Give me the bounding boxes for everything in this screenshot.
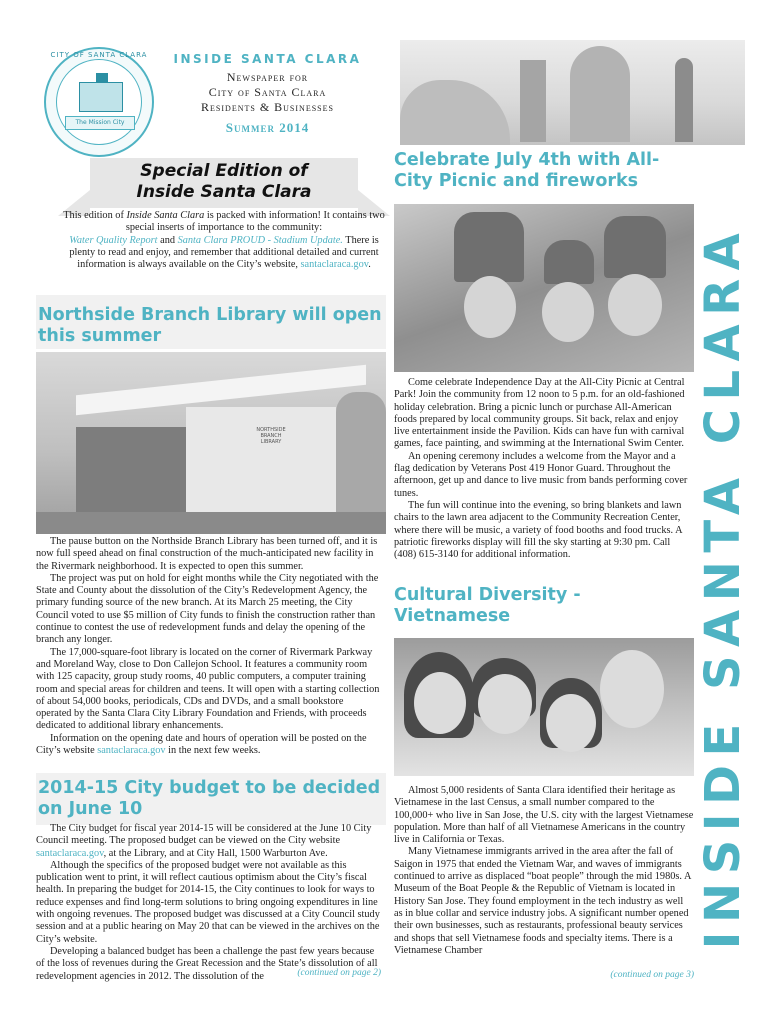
budget-p1-post: , at the Library, and at City Hall, 1500 Warburton Ave. — [103, 847, 328, 859]
cultural-article — [394, 785, 694, 957]
patriotic-hat — [544, 240, 594, 284]
northside-headline: Northside Branch Library will open this summer — [38, 305, 382, 346]
budget-article — [36, 823, 381, 983]
special-edition-title: Special Edition of — [140, 161, 308, 181]
header-illustration — [400, 40, 745, 145]
northside-p4-pre: Information on the opening date and hours of operation will be posted on the City’s website — [36, 732, 367, 757]
library-wall — [186, 407, 336, 512]
northside-p1: The pause button on the Northside Branch Library has been turned off, and it is now full speed ahead on final construction of the much-anticipated new facility in the Rivermark neighborhood. It is expected to open this summer. — [36, 536, 378, 572]
july4-p3: The fun will continue into the evening, so bring blankets and lawn chairs to the lawn area adjacent to the Community Recreation Center, where there will be music, a variety of food booths and food trucks. A patriotic fireworks display will fill the sky starting at 9:30 pm. Call (408) 615-3140 for additional information. — [394, 499, 682, 561]
northside-p3: The 17,000-square-foot library is located on the corner of Rivermark Parkway and Moreland Way, close to Don Callejon School. It features a community room with 125 capacity, group study rooms, 40 public computers, a computer training room and special areas for children and teens. It will open with a starting collection of about 54,000 books, periodicals, CDs and DVDs, and a small bookstore operated by the Santa Clara City Library Foundation and Friends, with proceeds dedicated to additional library enhancements. — [36, 646, 380, 732]
child-face — [542, 282, 594, 342]
library-sign: NORTHSIDE BRANCH LIBRARY — [256, 427, 286, 445]
cultural-p1: Almost 5,000 residents of Santa Clara identified their heritage as Vietnamese in the last Census, a small number compared to the 100,000+ who live in San Jose, the U.S. city with the largest Vietnamese population. More than half of all Vietnamese Americans in the country live in California or Texas. — [394, 785, 694, 846]
budget-headline: 2014-15 City budget to be decided on June 10 — [38, 778, 381, 819]
library-ground — [36, 512, 386, 534]
special-text-post: is packed with information! It contains two special inserts of importance to the community: — [125, 210, 385, 234]
library-photo — [36, 352, 386, 534]
northside-website-link[interactable]: santaclaraca.gov — [97, 745, 166, 757]
budget-website-link[interactable]: santaclaraca.gov — [36, 847, 104, 859]
budget-p2: Although the specifics of the proposed budget were not available as this publication went to print, it will reflect cautious optimism about the City’s fiscal health. In preparing the budget for 2014-15, the City continues to look for ways to reduce expenses and find long-term solutions to bring ongoing expenditures in line with ongoing revenues. The proposed budget was discussed at a City Council study session and at a public hearing on May 20 that can be viewed in the archives on the City’s website. — [36, 859, 380, 945]
person-face — [478, 674, 532, 734]
patriotic-hat — [454, 212, 524, 282]
insert-water-quality-link[interactable]: Water Quality Report — [69, 234, 158, 246]
library-tree — [336, 392, 386, 512]
budget-p1-pre: The City budget for fiscal year 2014-15 will be considered at the June 10 City Council meeting. The proposed budget can be viewed on the City website — [36, 823, 372, 847]
special-text-2: There is plenty to read and enjoy, and remember that additional detailed and current information is always available on the City’s website, — [69, 234, 379, 271]
special-text-pre: This edition of — [63, 210, 127, 221]
july4-article — [394, 377, 694, 561]
child-face — [464, 276, 516, 338]
special-edition-subtitle: Inside Santa Clara — [136, 182, 312, 202]
budget-p3: Developing a balanced budget has been a challenge the past few years because of the loss of revenues during the Great Recession and the State’s dissolution of all redevelopment agencies in 2012. The dissolution of the — [36, 945, 378, 982]
july4-photo — [394, 204, 694, 372]
cultural-headline: Cultural Diversity - Vietnamese — [394, 585, 581, 626]
july4-headline: Celebrate July 4th with All-City Picnic and fireworks — [394, 150, 660, 191]
seal-ring-text: CITY OF SANTA CLARA — [50, 51, 148, 59]
city-seal — [44, 47, 154, 157]
illustration-trees — [400, 80, 510, 145]
cultural-continued-link[interactable]: (continued on page 3) — [610, 970, 694, 980]
illustration-arch — [570, 46, 630, 142]
special-text-em: Inside Santa Clara — [126, 210, 205, 221]
website-link[interactable]: santaclaraca.gov — [300, 259, 369, 271]
masthead-subtitle-1: Newspaper for — [226, 70, 309, 84]
special-edition-text — [58, 210, 390, 271]
cultural-p2: Many Vietnamese immigrants arrived in the area after the fall of Saigon in 1975 that ended the Vietnam War, and waves of immigrants continued to arrive as displaced “boat people” through the mid 1980s. A Museum of the Boat People & the Republic of Vietnam is located in History San Jose. They found employment in the tech industry as well as in blue collar and service industry jobs. A significant number opened their own businesses, such as restaurants, professional beauty services and shops that sell Vietnamese foods and specialty items. There is a Vietnamese Chamber — [394, 846, 691, 956]
vertical-masthead — [695, 205, 751, 970]
july4-p1: Come celebrate Independence Day at the All-City Picnic at Central Park! Join the community from 12 noon to 5 p.m. for an old-fashioned holiday celebration. Bring a picnic lunch or purchase All-American foods prepared by local community groups. Sit back, relax and enjoy live entertainment inside the Pavilion. Kids can have fun with carnival games, face painting, and swimming at the International Swim Center. — [394, 377, 685, 450]
special-text-end: . — [368, 259, 371, 271]
northside-article — [36, 536, 381, 757]
masthead-subtitle-3: Residents & Businesses — [201, 100, 334, 114]
patriotic-hat — [604, 216, 666, 278]
person-face — [600, 650, 664, 728]
illustration-statue — [675, 58, 693, 142]
family-photo — [394, 638, 694, 776]
masthead-subtitle-2: City of Santa Clara — [208, 85, 327, 99]
budget-continued-link[interactable]: (continued on page 2) — [297, 968, 381, 978]
insert-stadium-update-link[interactable]: Santa Clara PROUD - Stadium Update. — [177, 234, 343, 246]
northside-p4 — [36, 733, 381, 758]
vertical-masthead-text: INSIDE SANTA CLARA — [695, 224, 751, 950]
northside-p4-post: in the next few weeks. — [165, 745, 261, 757]
season-label: Summer 2014 — [225, 120, 310, 135]
budget-p1 — [36, 823, 381, 860]
july4-p2: An opening ceremony includes a welcome from the Mayor and a flag dedication by Veterans Post 419 Honor Guard. Throughout the afternoon, get up and dance to live music from bands performing cover tunes. — [394, 450, 688, 499]
person-face — [414, 672, 466, 734]
person-face — [546, 694, 596, 752]
mission-building-icon — [79, 82, 123, 112]
child-face — [608, 274, 662, 336]
seal-inner — [56, 59, 142, 145]
illustration-tower — [520, 60, 546, 142]
library-glass — [76, 427, 186, 512]
special-text-and: and — [157, 234, 178, 246]
seal-ribbon: The Mission City — [65, 116, 135, 130]
masthead-title: INSIDE SANTA CLARA — [173, 52, 362, 66]
northside-p2: The project was put on hold for eight months while the City negotiated with the State and County about the dissolution of the City’s Redevelopment Agency, the primary funding source of the new branch. At its March 25 meeting, the City Council voted to use $5 million of City funds to finish the construction rather than continue to contest the use of redevelopment funds and delay the opening of the branch any longer. — [36, 572, 379, 646]
